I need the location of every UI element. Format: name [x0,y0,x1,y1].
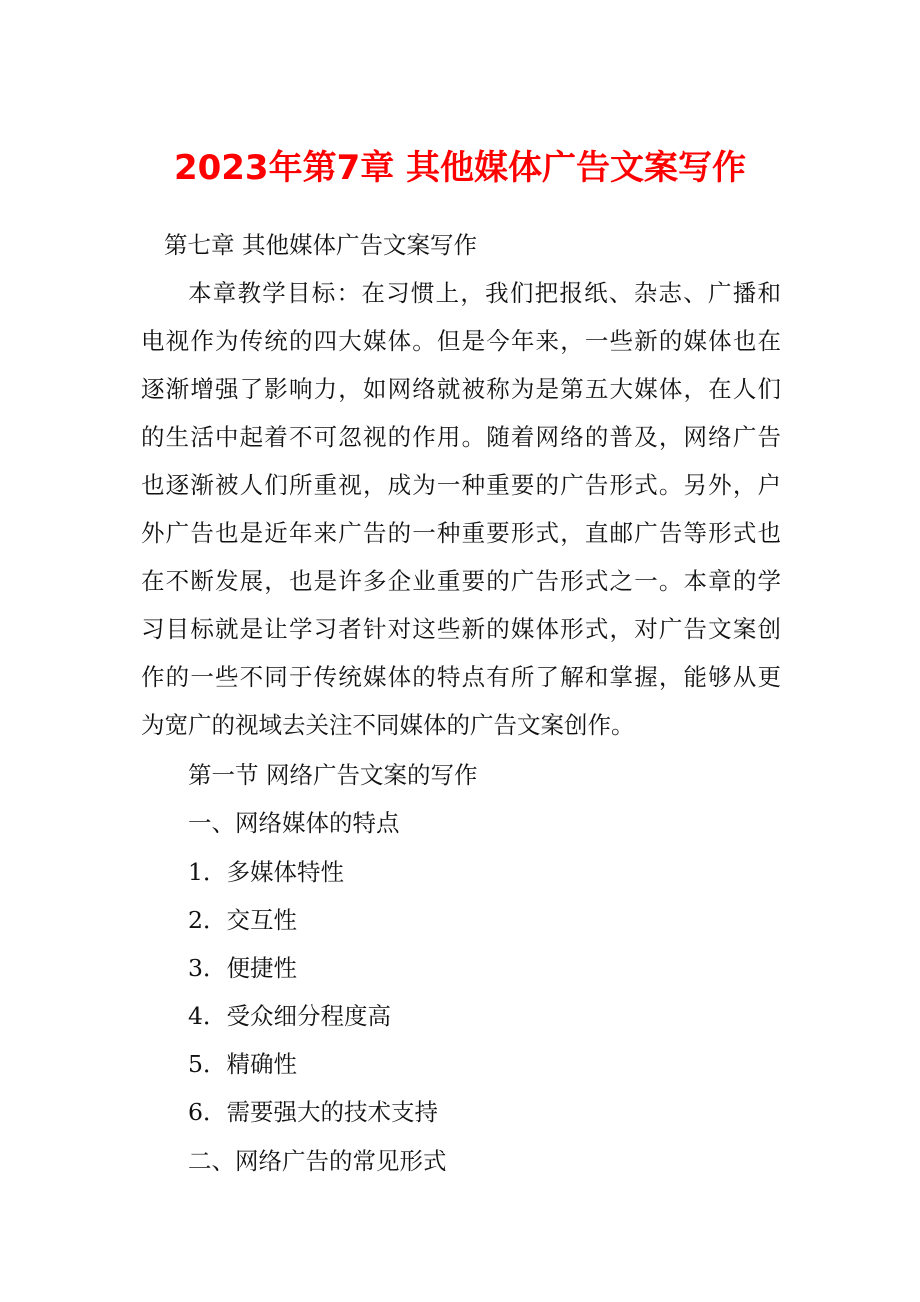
subsection-heading: 一、网络媒体的特点 [188,809,400,837]
paragraph-line: 电视作为传统的四大媒体。但是今年来，一些新的媒体也在 [141,327,781,355]
paragraph-line: 作的一些不同于传统媒体的特点有所了解和掌握，能够从更 [141,663,781,691]
paragraph-line: 外广告也是近年来广告的一种重要形式，直邮广告等形式也 [141,519,781,547]
list-item: 4．受众细分程度高 [188,1002,391,1030]
subsection-heading: 二、网络广告的常见形式 [188,1147,447,1175]
paragraph-line: 的生活中起着不可忽视的作用。随着网络的普及，网络广告 [141,423,781,451]
paragraph-line: 为宽广的视域去关注不同媒体的广告文案创作。 [141,711,635,739]
document-title: 2023年第7章 其他媒体广告文案写作 [173,148,747,188]
list-item: 6．需要强大的技术支持 [188,1098,438,1126]
chapter-heading: 第七章 其他媒体广告文案写作 [164,231,477,259]
paragraph-line: 本章教学目标：在习惯上，我们把报纸、杂志、广播和 [188,279,781,307]
paragraph-line: 也逐渐被人们所重视，成为一种重要的广告形式。另外，户 [141,471,781,499]
list-item: 5．精确性 [188,1050,297,1078]
paragraph-line: 逐渐增强了影响力，如网络就被称为是第五大媒体，在人们 [141,375,781,403]
paragraph-line: 在不断发展，也是许多企业重要的广告形式之一。本章的学 [141,567,781,595]
section-heading: 第一节 网络广告文案的写作 [188,761,478,789]
list-item: 2．交互性 [188,906,297,934]
list-item: 3．便捷性 [188,954,297,982]
paragraph-line: 习目标就是让学习者针对这些新的媒体形式，对广告文案创 [141,615,781,643]
list-item: 1．多媒体特性 [188,858,344,886]
